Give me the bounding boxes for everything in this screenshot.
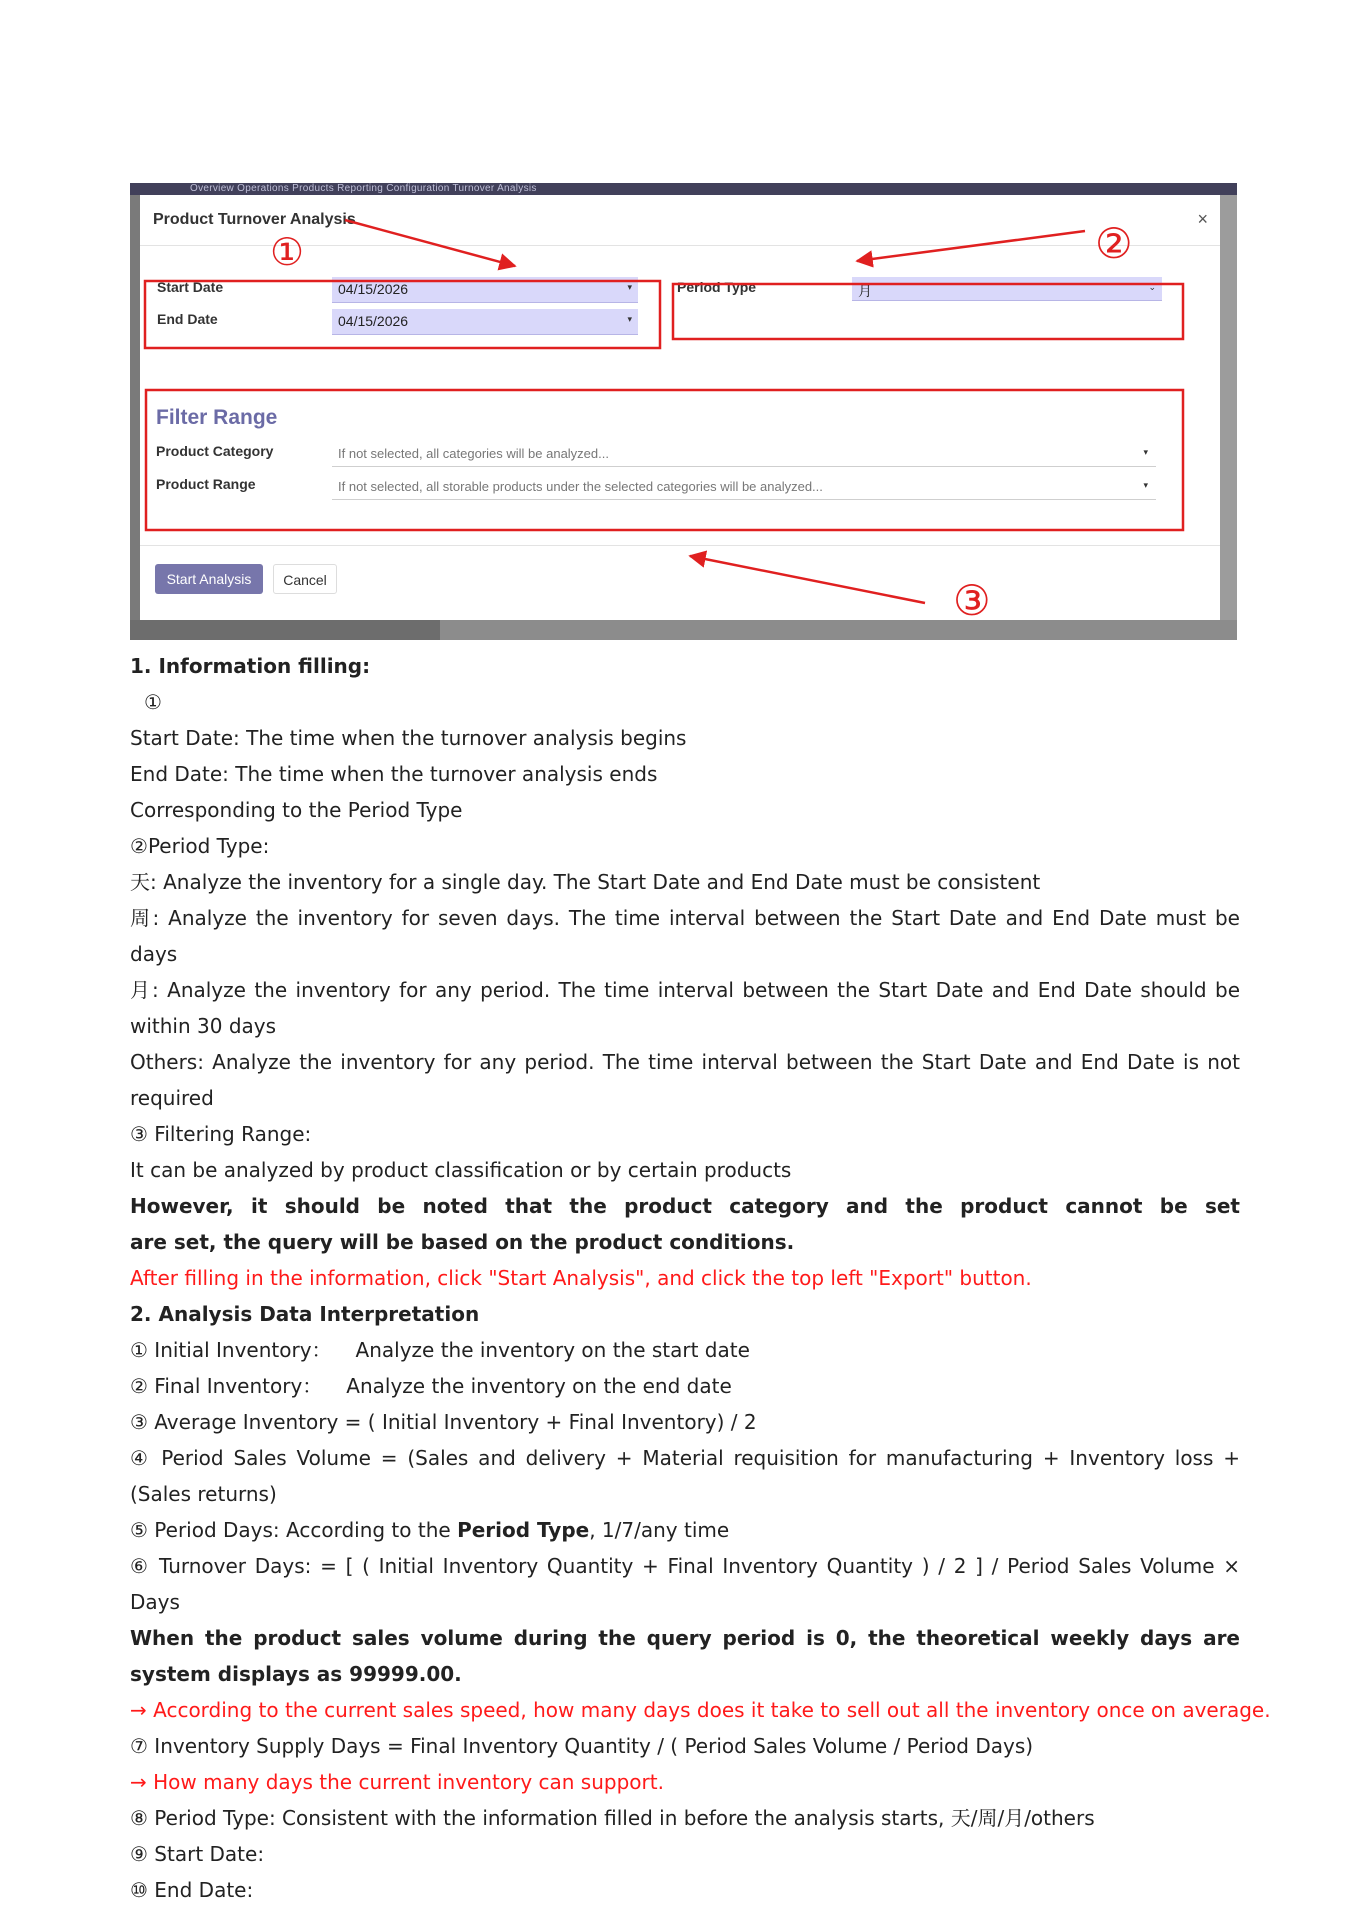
analysis-dialog-screenshot xyxy=(130,183,1237,640)
start-date-label: Start Date xyxy=(157,279,224,295)
instructions-text xyxy=(130,648,1271,1908)
list-item: ⑤ Period Days: According to the Period Type, 1/7/any time xyxy=(130,1518,730,1542)
dialog-title: Product Turnover Analysis xyxy=(153,211,356,228)
list-item: ④ Period Sales Volume = (Sales and delivery + Material requisition for manufacturing + Inventory loss + xyxy=(130,1446,1240,1470)
text-line: Others: Analyze the inventory for any period. The time interval between the Start Date and End Date is not xyxy=(130,1050,1240,1074)
end-date-label: End Date xyxy=(157,311,218,327)
arrow-3 xyxy=(690,556,925,603)
marker-1: ① xyxy=(144,690,162,714)
box-dates xyxy=(145,281,660,348)
text-line: required xyxy=(130,1086,214,1110)
list-item: ⑦ Inventory Supply Days = Final Inventory Quantity / ( Period Sales Volume / Period Days) xyxy=(130,1734,1034,1758)
start-analysis-button[interactable]: Start Analysis xyxy=(155,564,263,594)
annotation-marker-2: ② xyxy=(1095,219,1133,268)
period-type-label: Period Type xyxy=(677,279,757,295)
text-line: ②Period Type: xyxy=(130,834,270,858)
product-category-select[interactable]: If not selected, all categories will be analyzed... ▾ xyxy=(332,441,1156,467)
text-line: Corresponding to the Period Type xyxy=(130,798,463,822)
text-line: (Sales returns) xyxy=(130,1482,277,1506)
filter-range-title: Filter Range xyxy=(156,406,278,429)
start-date-input[interactable]: 04/15/2026 ▾ xyxy=(332,277,638,303)
text-line: within 30 days xyxy=(130,1014,277,1038)
chevron-down-icon: ▾ xyxy=(627,282,632,292)
end-date-input[interactable]: 04/15/2026 ▾ xyxy=(332,309,638,335)
red-annotations xyxy=(130,183,1237,640)
bold-note-line: However, it should be noted that the product category and the product cannot be set xyxy=(130,1194,1240,1218)
annotation-marker-1: ① xyxy=(270,230,305,274)
red-note-line: → How many days the current inventory can support. xyxy=(130,1770,664,1794)
box-filter-range xyxy=(146,390,1183,530)
text-line: 周: Analyze the inventory for seven days. The time interval between the Start Date and End Date must be xyxy=(130,906,1240,930)
arrow-1 xyxy=(345,220,515,266)
section-heading-2: 2. Analysis Data Interpretation xyxy=(130,1302,480,1326)
cancel-button[interactable]: Cancel xyxy=(273,564,337,594)
list-item: ② Final Inventory： Analyze the inventory on the end date xyxy=(130,1374,732,1398)
text-line: Start Date: The time when the turnover analysis begins xyxy=(130,726,687,750)
text-line: It can be analyzed by product classification or by certain products xyxy=(130,1158,792,1182)
chevron-down-icon: ▾ xyxy=(627,314,632,324)
text-line: 天: Analyze the inventory for a single day. The Start Date and End Date must be consistent xyxy=(130,870,1041,894)
text-line: 月: Analyze the inventory for any period. The time interval between the Start Date and End Date should be xyxy=(130,978,1240,1002)
list-item: ⑧ Period Type: Consistent with the information filled in before the analysis starts, 天/周/月/others xyxy=(130,1806,1095,1830)
list-item: ① Initial Inventory： Analyze the inventory on the start date xyxy=(130,1338,750,1362)
period-type-select[interactable]: 月 ⌄ xyxy=(852,277,1162,301)
arrow-2 xyxy=(857,231,1085,261)
text-line: Days xyxy=(130,1590,180,1614)
close-icon[interactable]: × xyxy=(1197,209,1208,229)
bold-note-line: are set, the query will be based on the product conditions. xyxy=(130,1230,795,1254)
annotation-marker-3: ③ xyxy=(953,576,991,625)
chevron-down-icon: ▾ xyxy=(1143,480,1148,490)
text-line: End Date: The time when the turnover analysis ends xyxy=(130,762,658,786)
bold-note-line: system displays as 99999.00. xyxy=(130,1662,462,1686)
list-item: ⑨ Start Date: xyxy=(130,1842,265,1866)
text-line: days xyxy=(130,942,178,966)
list-item: ⑩ End Date: xyxy=(130,1878,254,1902)
product-category-label: Product Category xyxy=(156,443,274,459)
text-line: ③ Filtering Range: xyxy=(130,1122,312,1146)
product-range-label: Product Range xyxy=(156,476,256,492)
box-period-type xyxy=(673,284,1183,339)
list-item: ③ Average Inventory = ( Initial Inventory + Final Inventory) / 2 xyxy=(130,1410,757,1434)
red-note-line: → According to the current sales speed, how many days does it take to sell out all the inventory once on average. xyxy=(130,1698,1271,1722)
chevron-down-icon: ▾ xyxy=(1143,447,1148,457)
top-menu-text: Overview Operations Products Reporting Configuration Turnover Analysis xyxy=(190,183,537,194)
list-item: ⑥ Turnover Days: = [ ( Initial Inventory Quantity + Final Inventory Quantity ) / 2 ] / Period Sales Volume × xyxy=(130,1554,1240,1578)
red-instruction-line: After filling in the information, click "Start Analysis", and click the top left "Export" button. xyxy=(130,1266,1032,1290)
bold-note-line: When the product sales volume during the query period is 0, the theoretical weekly days are xyxy=(130,1626,1240,1650)
chevron-down-icon: ⌄ xyxy=(1148,282,1156,292)
product-range-select[interactable]: If not selected, all storable products under the selected categories will be analyzed... ▾ xyxy=(332,474,1156,500)
section-heading-1: 1. Information filling: xyxy=(130,654,371,678)
